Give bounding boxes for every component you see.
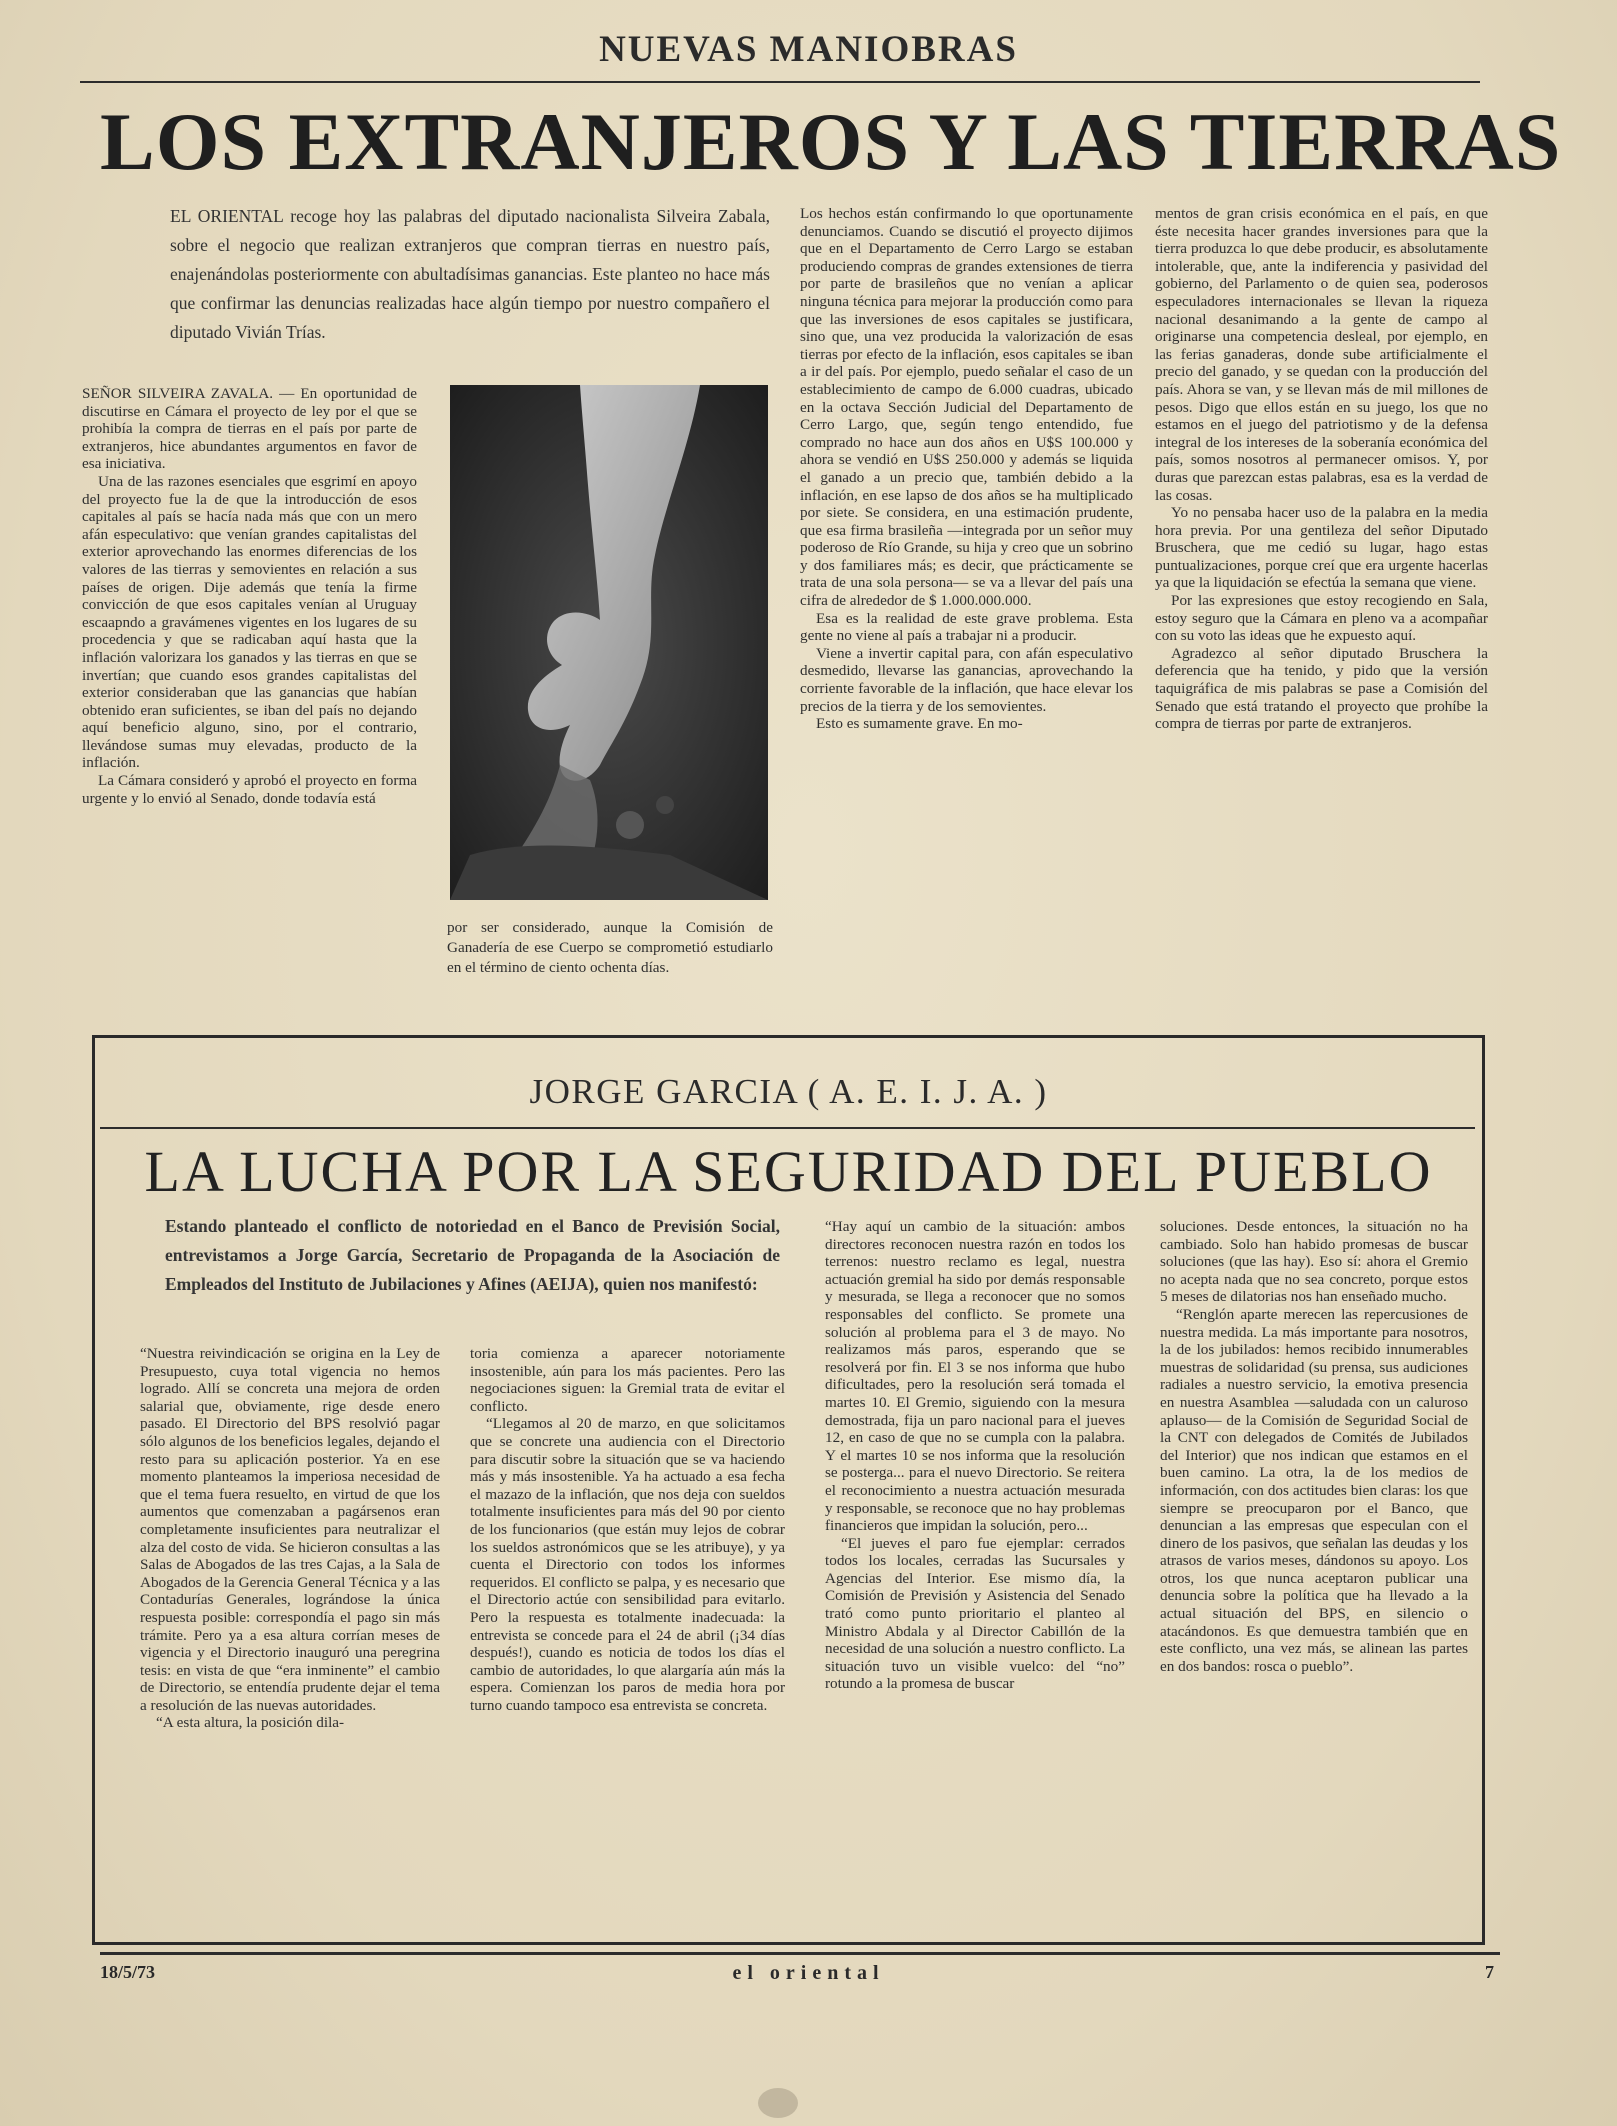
paragraph: “Renglón aparte merecen las repercusiones de nuestra medida. La más importante para nosotros, la de los jubilados: hemos recibido innumerables muestras de solidaridad (su prensa, sus audiciones radiales a nuestro servicio, la emotiva presencia en nuestra Asamblea —saludada con un caluroso aplauso— de la Comisión de Seguridad Social de la CNT con delegados de Comités de Jubilados del Interior) que nos indican que estamos en el buen camino. La otra, la de los medios de información, con dos actitudes bien claras: los que siempre se preocuparon por el Banco, que denuncian a las empresas que especulan con el dinero de los pasivos, que señalan las deudas y los atrasos de varios meses, dándonos su apoyo. Los otros, los que nunca aceptaron publicar una denuncia sobre la política que ha llevado a la actual situación del BPS, en silencio o atacándonos. Es que demuestra también que en este conflicto, una vez más, se alinean las partes en dos bandos: rosca o pueblo”. (1160, 1305, 1468, 1675)
article2-column-2 (470, 1345, 785, 1925)
article1-column-4 (1155, 205, 1488, 1010)
article2-headline: LA LUCHA POR LA SEGURIDAD DEL PUEBLO (144, 1139, 1433, 1204)
article1-headline: LOS EXTRANJEROS Y LAS TIERRAS (100, 96, 1562, 187)
paragraph: “A esta altura, la posición dila- (156, 1714, 345, 1732)
paragraph: Agradezco al señor diputado Bruschera la deferencia que ha tenido, y pido que la versión taquigráfica de mis palabras se pase a Comisión del Senado que está tratando el proyecto que prohíbe la compra de tierras por parte de extranjeros. (1155, 644, 1488, 733)
footer-masthead: el oriental (732, 1962, 885, 1984)
article1-column-3 (800, 205, 1133, 1010)
article2-rule (100, 1127, 1475, 1129)
footer-date: 18/5/73 (100, 1962, 156, 1982)
paragraph: “Hay aquí un cambio de la situación: ambos directores reconocen nuestra razón en todos los terrenos: nuestro reclamo es legal, nuestra actuación gremial ha sido por demás responsable y mesurada, se llega a reconocer que no somos responsables del conflicto. Se promete una solución al problema para el 3 de mayo. No realizamos más paros, esperando que se resolverá por fin. El 3 se nos informa que hubo dificultades, pero la resolución será tomada el martes 10. El Gremio, siguiendo con la mesura demostrada, fija un paro nacional para el jueves 12, en caso de que no se cumpla con la palabra. Y el martes 10 se nos informa que la resolución se posterga... para el nuevo Directorio. Se reitera el reconocimiento a nuestra actuación mesurada y responsable, se reconoce que no hay problemas financieros que impidan la solución, pero... (825, 1218, 1125, 1535)
paragraph: Esto es sumamente grave. En mo- (816, 715, 1023, 733)
paragraph: SEÑOR SILVEIRA ZAVALA. — En oportunidad de discutirse en Cámara el proyecto de ley por el que se prohibía la compra de tierras en el país por parte de extranjeros, hice abundantes argumentos en favor de esa iniciativa. (82, 385, 417, 473)
article2-kicker: JORGE GARCIA ( A. E. I. J. A. ) (529, 1072, 1048, 1111)
paragraph: toria comienza a aparecer notoriamente insostenible, aún para los más pacientes. Pero las negociaciones siguen: la Gremial trata de evitar el conflicto. (470, 1345, 785, 1415)
paragraph: Los hechos están confirmando lo que oportunamente denunciamos. Cuando se discutió el proyecto dijimos que en el Departamento de Cerro Largo se estaban produciendo compras de grandes extensiones de tierra por parte de brasileños que no venían a aplicar ninguna técnica para mejorar la producción como para que las inversiones de esos capitales se justificara, sino que, una vez producida la valorización de esas tierras por efecto de la inflación, esos capitales se iban a ir del país. Por ejemplo, puedo señalar el caso de un establecimiento de campo de 6.000 cuadras, ubicado en la octava Sección Judicial del Departamento de Cerro Largo, que, según tengo entendido, fue comprado no hace aun dos años en U$S 100.000 y ahora se vendió en U$S 250.000 y además se liquida el ganado a un precio que, también debido a la inflación, en ese lapso de dos años se ha multiplicado por siete. Se considera, en una estimación prudente, que esa firma brasileña —integrada por un señor muy poderoso de Río Grande, su hija y creo que un sobrino y dos familiares más; es decir, que prácticamente se trata de una sola persona— se va a llevar del país una cifra de alrededor de $ 1.000.000.000. (800, 205, 1133, 610)
article1-kicker: NUEVAS MANIOBRAS (599, 29, 1018, 70)
article2-lead: Estando planteado el conflicto de notoriedad en el Banco de Previsión Social, entrevistamos a Jorge García, Secretario de Propaganda de la Asociación de Empleados del Instituto de Jubilaciones y Afines (AEIJA), quien nos manifestó: (165, 1216, 780, 1294)
paragraph: Por las expresiones que estoy recogiendo en Sala, estoy seguro que la Cámara en pleno va a acompañar con su voto las ideas que he expuesto aquí. (1155, 592, 1488, 645)
photo-caption: por ser considerado, aunque la Comisión de Ganadería de ese Cuerpo se comprometió estudiarlo en el término de ciento ochenta días. (447, 919, 773, 976)
article2-column-3 (825, 1218, 1125, 1923)
paragraph: Una de las razones esenciales que esgrimí en apoyo del proyecto fue la de que la introducción de esos capitales al país se hacía nada más que con un mero afán especulativo: que venían grandes capitalistas del exterior aprovechando las enormes diferencias de los valores de las tierras y semovientes en relación a sus países de origen. Dije además que tenía la firme convicción de que esos capitales venían al Uruguay escaapndo a gravámenes vigentes en los lugares de su procedencia y que se radicaban aquí hasta que la inflación valorizara los ganados y las tierras en que se invertían; que cuando esos grandes capitalistas del exterior consideraban que las ganancias que habían obtenido eran suficientes, se iban del país no dejando aquí beneficio alguno, sino, por el contrario, llevándose sumas muy elevadas, producto de la inflación. (82, 472, 417, 772)
paragraph: soluciones. Desde entonces, la situación no ha cambiado. Solo han habido promesas de buscar soluciones (que las hay). Eso sí: ahora el Gremio no acepta nada que no sea concreto, porque estos 5 meses de dilatorias nos han enseñado mucho. (1160, 1218, 1468, 1306)
article1-column-1 (82, 385, 417, 1015)
paragraph: Esa es la realidad de este grave problema. Esta gente no viene al país a trabajar ni a producir. (800, 609, 1133, 645)
paragraph: La Cámara consideró y aprobó el proyecto en forma urgente y lo envió al Senado, donde todavía está (82, 772, 417, 807)
paragraph: “Nuestra reivindicación se origina en la Ley de Presupuesto, cuya total vigencia no hemos logrado. Allí se concreta una mejora de orden salarial que, obviamente, rige desde enero pasado. El Directorio del BPS resolvió pagar sólo algunos de los beneficios legales, dejando el resto para su aplicación posterior. Ya en ese momento planteamos la imperiosa necesidad de que el tema fuera resuelto, en virtud de que los aumentos que comenzaban a pagársenos eran completamente insuficientes para neutralizar el alza del costo de vida. Se hicieron consultas a las Salas de Abogados de las tres Cajas, a la Sala de Abogados de la Gerencia General Técnica y a las Contadurías Generales, lográndose la única respuesta posible: correspondía el pago sin más trámite. Pero ya a esa altura corrían meses de vigencia y el Directorio inauguró una peregrina tesis: en vista de que “era inminente” el cambio de Directorio, se entendía prudente dejar el tema a resolución de las nuevas autoridades. (140, 1345, 440, 1714)
photo-image (450, 385, 768, 900)
paragraph: mentos de gran crisis económica en el país, en que éste necesita hacer grandes inversiones para que la tierra produzca lo que debe producir, es absolutamente intolerable, que, ante la indiferencia y pasividad del gobierno, del Parlamento o de quien sea, poderosos especuladores internacionales se llevan la riqueza nacional desanimando a la gente de campo al originarse una competencia desleal, por ejemplo, en las ferias ganaderas, donde sube artificialmente el precio del ganado, y se quedan con la producción del país. Ahora se van, y se llevan más de mil millones de pesos. Digo que ellos están en su juego, los que no estamos en el juego del patriotismo y de la defensa integral de los intereses de la soberanía económica del país, somos nosotros al permanecer omisos. Y, por duras que parezcan estas palabras, esa es la verdad de las cosas. (1155, 205, 1488, 504)
article2-column-1 (140, 1345, 440, 1925)
hand-holding-soil-photo (450, 385, 768, 900)
ink-blot (758, 2088, 798, 2118)
footer-page-number: 7 (1485, 1962, 1494, 1982)
paragraph: Yo no pensaba hacer uso de la palabra en la media hora previa. Por una gentileza del señor Diputado Bruschera, que me cedió su lugar, hago estas puntualizaciones, porque creí que era urgente hacerlas ya que la liquidación se efectúa la semana que viene. (1155, 504, 1488, 592)
paragraph: Viene a invertir capital para, con afán especulativo desmedido, llevarse las ganancias, aprovechando la corriente favorable de la inflación, que hace elevar los precios de la tierra y de los semovientes. (800, 644, 1133, 715)
paragraph: “Llegamos al 20 de marzo, en que solicitamos que se concrete una audiencia con el Directorio para discutir sobre la situación que se va haciendo más y más insostenible. Ya ha actuado a esa fecha el mazazo de la inflación, que nos deja con sueldos totalmente insuficientes para más del 90 por ciento de los funcionarios (que están muy lejos de cobrar los sueldos astronómicos que se les atribuye), y ya cuenta el Directorio con todos los informes requeridos. El conflicto se palpa, y es necesario que el Directorio actúe con sensibilidad para evitarlo. Pero la respuesta es totalmente inadecuada: la entrevista se concede para el 24 de abril (¡34 días después!), cuando es noticia de todos los días el cambio de autoridades, lo que alargaría aún más la espera. Comienzan los paros de media hora por turno cuando tampoco esa entrevista se concreta. (470, 1415, 785, 1714)
top-rule (80, 81, 1480, 83)
paragraph: “El jueves el paro fue ejemplar: cerrados todos los locales, cerradas las Sucursales y Agencias del Interior. Ese mismo día, la Comisión de Previsión y Asistencia del Senado trató como punto prioritario el planteo al Ministro Abdala y al Director Cabillón de la necesidad de una solución a nuestro conflicto. La situación tuvo un visible vuelco: del “no” rotundo a la promesa de buscar (825, 1534, 1125, 1693)
footer-rule (100, 1952, 1500, 1955)
article1-lead: EL ORIENTAL recoge hoy las palabras del diputado nacionalista Silveira Zabala, sobre el negocio que realizan extranjeros que compran tierras en nuestro país, enajenándolas posteriormente con abultadísimas ganancias. Este planteo no hace más que confirmar las denuncias realizadas hace algún tiempo por nuestro compañero el diputado Vivián Trías. (170, 206, 770, 342)
article2-column-4 (1160, 1218, 1468, 1923)
